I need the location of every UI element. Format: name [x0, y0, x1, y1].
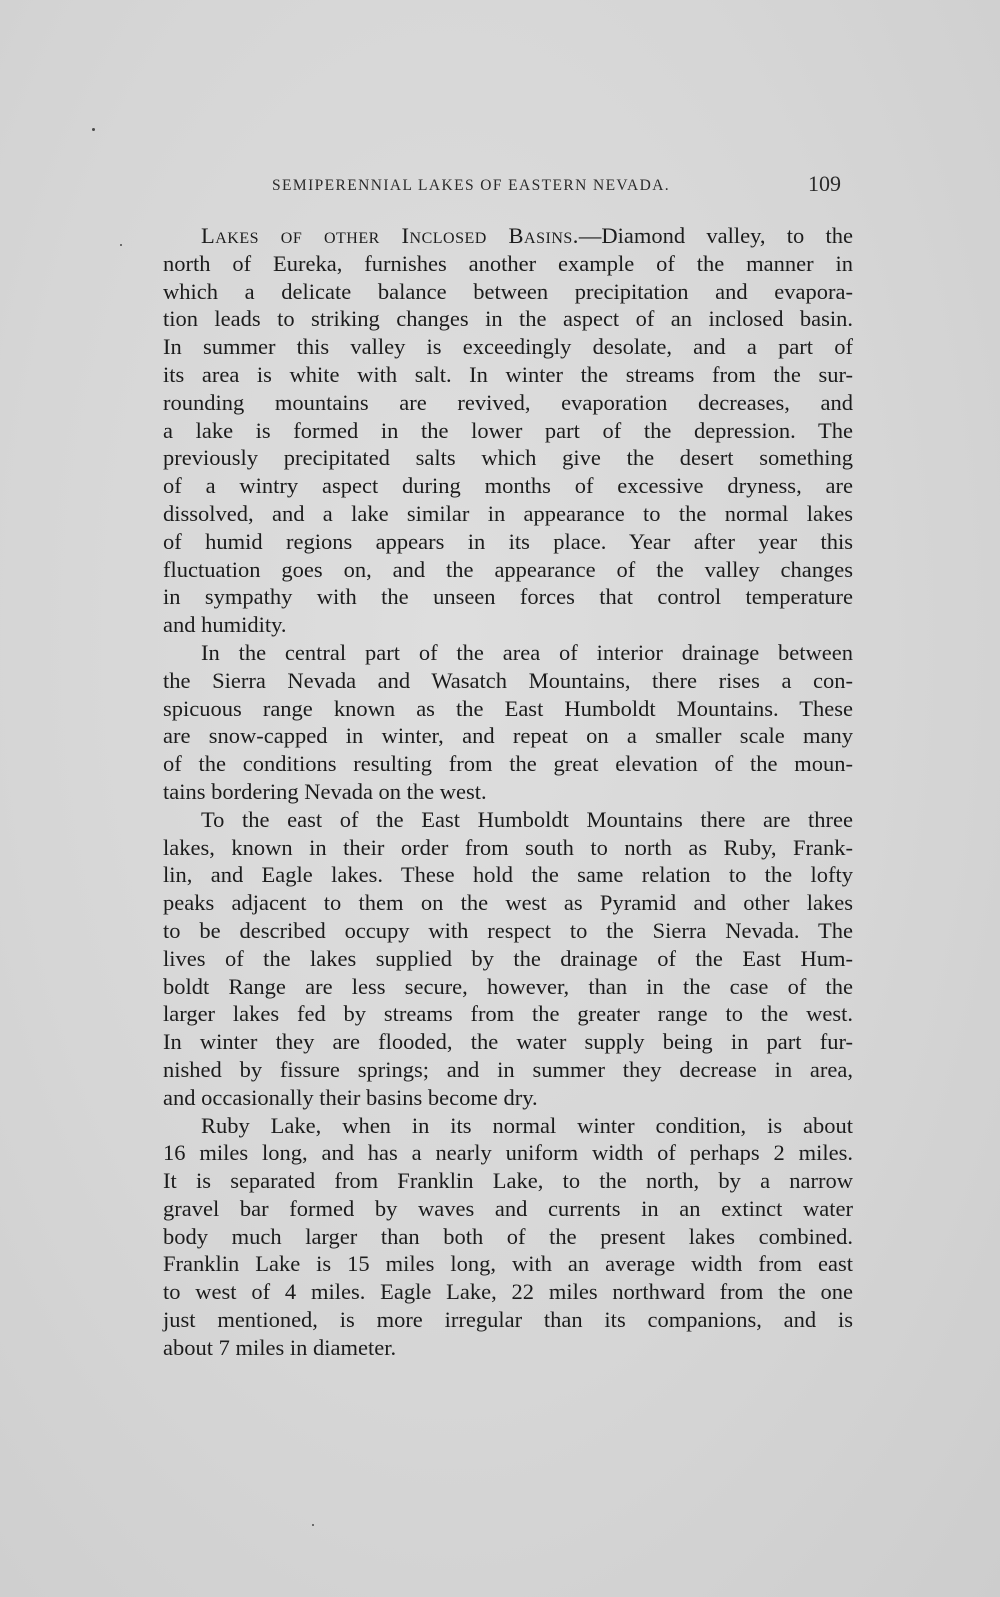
text-line: of humid regions appears in its place. Year after year this: [163, 528, 853, 554]
text-line: of the conditions resulting from the great elevation of the moun-: [163, 751, 853, 777]
text-line: of a wintry aspect during months of excessive dryness, are: [163, 473, 853, 499]
text-line: boldt Range are less secure, however, than in the case of the: [163, 973, 853, 999]
text-line: To the east of the East Humboldt Mountains there are three: [201, 806, 853, 832]
text-line: previously precipitated salts which give the desert something: [163, 445, 853, 471]
text-line: fluctuation goes on, and the appearance of the valley changes: [163, 556, 853, 582]
text-line: to west of 4 miles. Eagle Lake, 22 miles northward from the one: [163, 1279, 853, 1305]
text-line: are snow-capped in winter, and repeat on a smaller scale many: [163, 723, 853, 749]
text-line: spicuous range known as the East Humboldt Mountains. These: [163, 695, 853, 721]
paragraph-ruby-lake: [163, 1112, 853, 1362]
text-line: a lake is formed in the lower part of the depression. The: [163, 417, 853, 443]
text-line-fragment: —Diamond valley, to the: [578, 223, 853, 248]
ink-speck: [120, 244, 122, 246]
text-line: dissolved, and a lake similar in appearance to the normal lakes: [163, 500, 853, 526]
text-line: tion leads to striking changes in the aspect of an inclosed basin.: [163, 306, 853, 332]
text-line: In summer this valley is exceedingly desolate, and a part of: [163, 334, 853, 360]
text-line: tains bordering Nevada on the west.: [163, 778, 487, 804]
page-number: 109: [808, 171, 841, 196]
text-line: nished by fissure springs; and in summer they decrease in area,: [163, 1056, 853, 1082]
text-line: to be described occupy with respect to the Sierra Nevada. The: [163, 917, 853, 943]
text-line: gravel bar formed by waves and currents in an extinct water: [163, 1195, 853, 1221]
text-line: peaks adjacent to them on the west as Pyramid and other lakes: [163, 890, 853, 916]
text-line: body much larger than both of the present lakes combined.: [163, 1223, 853, 1249]
text-line: lives of the lakes supplied by the drainage of the East Hum-: [163, 945, 853, 971]
text-line: It is separated from Franklin Lake, to the north, by a narrow: [163, 1168, 853, 1194]
text-line: 16 miles long, and has a nearly uniform width of perhaps 2 miles.: [163, 1140, 853, 1166]
paragraph-three-lakes: [163, 806, 853, 1112]
section-heading: Lakes of other Inclosed Basins.: [201, 223, 579, 248]
text-line: Ruby Lake, when in its normal winter condition, is about: [201, 1112, 853, 1138]
ink-speck: [92, 128, 95, 131]
text-line: its area is white with salt. In winter the streams from the sur-: [163, 361, 853, 387]
text-line: larger lakes fed by streams from the greater range to the west.: [163, 1001, 853, 1027]
text-line: Franklin Lake is 15 miles long, with an average width from east: [163, 1251, 853, 1277]
text-line: lin, and Eagle lakes. These hold the same relation to the lofty: [163, 862, 853, 888]
paragraph-east-humboldt-mountains: [163, 639, 853, 806]
text-line: and occasionally their basins become dry.: [163, 1084, 538, 1110]
text-line: north of Eureka, furnishes another example of the manner in: [163, 250, 853, 276]
text-line: and humidity.: [163, 612, 287, 638]
text-line: in sympathy with the unseen forces that control temperature: [163, 584, 853, 610]
text-line: about 7 miles in diameter.: [163, 1334, 397, 1360]
running-head: SEMIPERENNIAL LAKES OF EASTERN NEVADA.: [272, 177, 671, 194]
text-line: the Sierra Nevada and Wasatch Mountains, there rises a con-: [163, 667, 853, 693]
body-text: [163, 222, 853, 1362]
text-line: [163, 222, 853, 250]
text-line: lakes, known in their order from south to north as Ruby, Frank-: [163, 834, 853, 860]
text-line: just mentioned, is more irregular than its companions, and is: [163, 1307, 853, 1333]
paragraph-lakes-of-other-inclosed-basins: [163, 222, 853, 639]
text-line: In the central part of the area of interior drainage between: [201, 639, 853, 665]
text-line: rounding mountains are revived, evaporation decreases, and: [163, 389, 853, 415]
text-line: which a delicate balance between precipitation and evapora-: [163, 278, 853, 304]
ink-speck: [312, 1524, 314, 1526]
text-line: In winter they are flooded, the water supply being in part fur-: [163, 1029, 853, 1055]
